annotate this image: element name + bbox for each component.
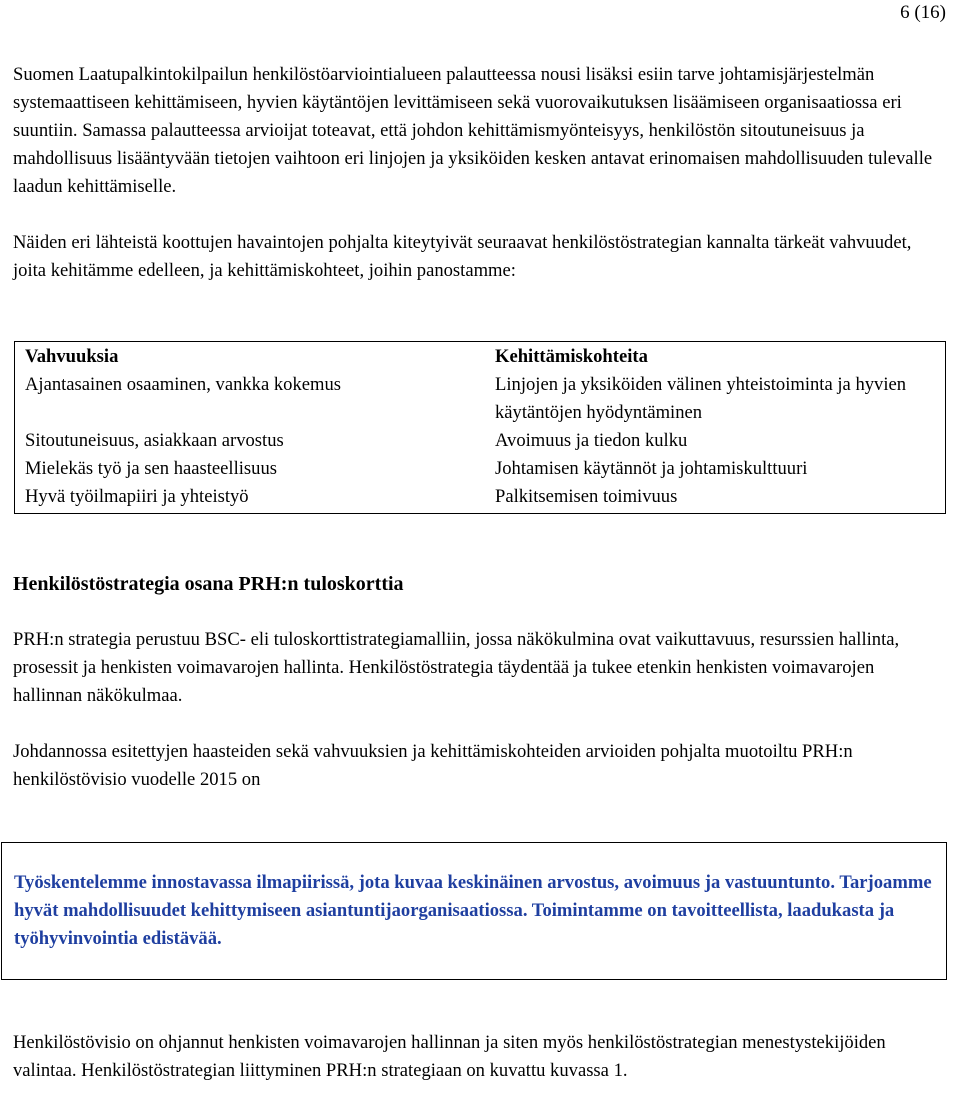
development-item: Linjojen ja yksiköiden välinen yhteistoiminta ja hyvien käytäntöjen hyödyntäminen [495, 374, 907, 423]
strengths-column [15, 343, 485, 511]
paragraph-feedback: Suomen Laatupalkintokilpailun henkilöstöarviointialueen palautteessa nousi lisäksi esiin tarve johtamisjärjestelmän systemaattiseen kehittämiseen, hyvien käytäntöjen levittämiseen sekä vuorovaikutuksen lisäämiseen organisaatiossa eri suuntiin. Samassa palautteessa arvioijat toteavat, että johdon kehittämismyönteisyys, henkilöstön sitoutuneisuus ja mahdollisuus lisääntyvään tietojen vaihtoon eri linjojen ja yksiköiden kesken antavat erinomaisen mahdollisuuden tulevalle laadun kehittämiselle. [13, 64, 933, 197]
paragraph-vision-intro: Johdannossa esitettyjen haasteiden sekä vahvuuksien ja kehittämiskohteiden arvioiden pohjalta muotoiltu PRH:n henkilöstövisio vuodelle 2015 on [13, 741, 853, 790]
strengths-header: Vahvuuksia [25, 346, 119, 367]
strength-item: Ajantasainen osaaminen, vankka kokemus [25, 374, 342, 395]
strength-item: Hyvä työilmapiiri ja yhteistyö [25, 486, 249, 507]
paragraph-observations: Näiden eri lähteistä koottujen havaintojen pohjalta kiteytyivät seuraavat henkilöstöstrategian kannalta tärkeät vahvuudet, joita kehitämme edelleen, ja kehittämiskohteet, joihin panostamme: [13, 232, 912, 281]
section-heading: Henkilöstöstrategia osana PRH:n tuloskorttia [13, 573, 404, 595]
strength-item: Mielekäs työ ja sen haasteellisuus [25, 458, 277, 479]
vision-box [1, 842, 947, 980]
development-header: Kehittämiskohteita [495, 346, 648, 367]
document-body [13, 61, 948, 1085]
strengths-table [14, 341, 946, 514]
paragraph-vision-guidance: Henkilöstövisio on ohjannut henkisten voimavarojen hallinnan ja siten myös henkilöstöstrategian menestystekijöiden valintaa. Henkilöstöstrategian liittyminen PRH:n strategiaan on kuvattu kuvassa 1. [13, 1032, 886, 1081]
strength-item: Sitoutuneisuus, asiakkaan arvostus [25, 430, 284, 451]
development-item: Avoimuus ja tiedon kulku [495, 430, 688, 451]
page-number: 6 (16) [900, 2, 946, 23]
vision-text: Työskentelemme innostavassa ilmapiirissä, jota kuvaa keskinäinen arvostus, avoimuus ja vastuuntunto. Tarjoamme hyvät mahdollisuudet kehittymiseen asiantuntijaorganisaatiossa. Toimintamme on tavoitteellista, laadukasta ja työhyvinvointia edistävää. [14, 872, 932, 949]
development-item: Johtamisen käytännöt ja johtamiskulttuuri [495, 458, 808, 479]
development-column [485, 343, 945, 511]
development-item: Palkitsemisen toimivuus [495, 486, 678, 507]
paragraph-strategy: PRH:n strategia perustuu BSC- eli tuloskorttistrategiamalliin, jossa näkökulmina ovat vaikuttavuus, resurssien hallinta, prosessit ja henkisten voimavarojen hallinta. Henkilöstöstrategia täydentää ja tukee etenkin henkisten voimavarojen hallinnan näkökulmaa. [13, 629, 900, 706]
